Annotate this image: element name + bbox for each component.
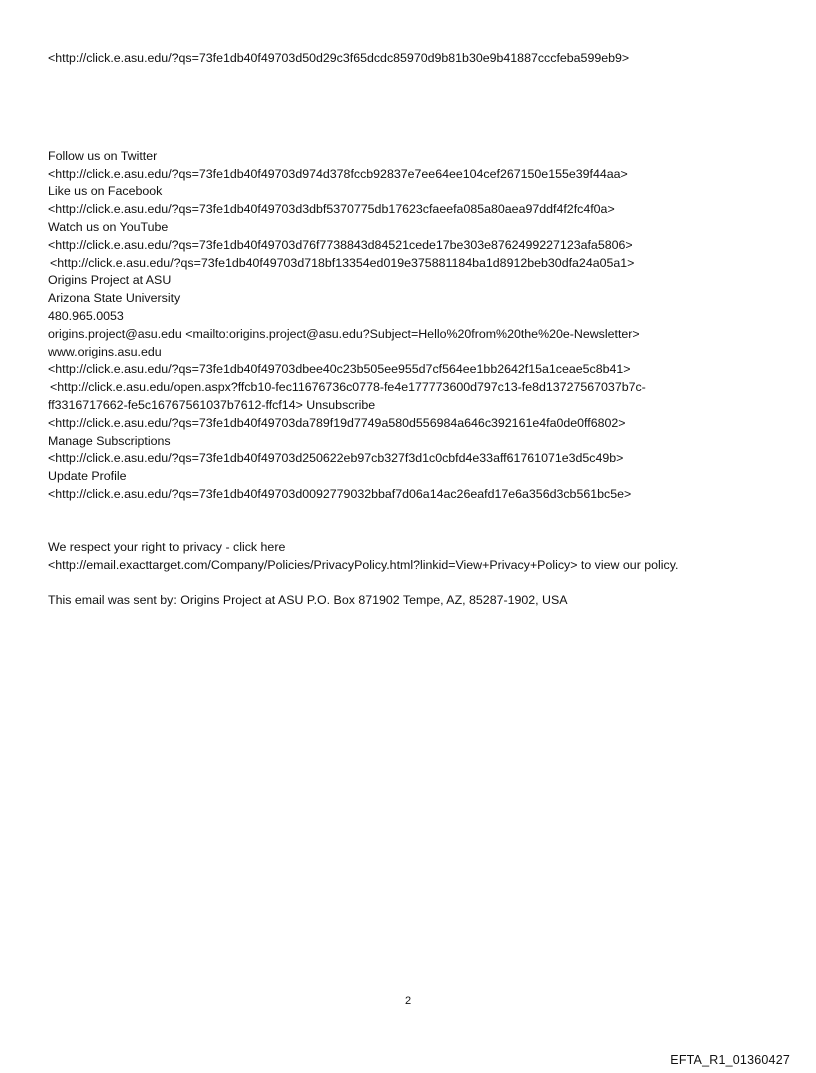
youtube-label[interactable]: Watch us on YouTube — [48, 219, 169, 234]
twitter-label[interactable]: Follow us on Twitter — [48, 148, 158, 163]
open-url-line-2[interactable]: ff3316717662-fe5c16767561037b7612-ffcf14> Unsubscribe — [48, 397, 376, 412]
top-url[interactable]: <http://click.e.asu.edu/?qs=73fe1db40f49703d50d29c3f65dcdc85970d9b81b30e9b41887cccfeba599eb9> — [48, 51, 630, 65]
website-label[interactable]: www.origins.asu.edu — [48, 344, 162, 359]
org-name: Origins Project at ASU — [48, 273, 172, 288]
spacer — [48, 504, 788, 539]
privacy-line-1[interactable]: We respect your right to privacy - click here — [48, 539, 286, 554]
document-body — [48, 50, 788, 610]
twitter-url[interactable]: <http://click.e.asu.edu/?qs=73fe1db40f49703d974d378fccb92837e7ee64ee104cef267150e155e39f44aa> — [48, 166, 628, 181]
facebook-label[interactable]: Like us on Facebook — [48, 184, 163, 199]
spacer — [48, 574, 788, 592]
email-link[interactable]: origins.project@asu.edu <mailto:origins.project@asu.edu?Subject=Hello%20from%20the%20e-Newsletter> — [48, 326, 640, 341]
sent-by-line: This email was sent by: Origins Project at ASU P.O. Box 871902 Tempe, AZ, 85287-1902, USA — [48, 593, 568, 608]
unsubscribe-url[interactable]: <http://click.e.asu.edu/?qs=73fe1db40f49703da789f19d7749a580d556984a646c392161e4fa0de0ff6802> — [48, 415, 626, 430]
youtube-url[interactable]: <http://click.e.asu.edu/?qs=73fe1db40f49703d76f7738843d84521cede17be303e8762499227123afa5806> — [48, 237, 633, 252]
update-profile-url[interactable]: <http://click.e.asu.edu/?qs=73fe1db40f49703d0092779032bbaf7d06a14ac26eafd17e6a356d3cb561bc5e> — [48, 486, 632, 501]
page-number: 2 — [404, 995, 412, 1007]
extra-url[interactable]: <http://click.e.asu.edu/?qs=73fe1db40f49703d718bf13354ed019e375881184ba1d8912beb30dfa24a05a1> — [50, 255, 635, 270]
open-url-line-1[interactable]: <http://click.e.asu.edu/open.aspx?ffcb10-fec11676736c0778-fe4e177773600d797c13-fe8d13727567037b7c- — [50, 380, 646, 395]
footer-document-id: EFTA_R1_01360427 — [670, 1053, 790, 1067]
university-name: Arizona State University — [48, 291, 181, 306]
privacy-line-2[interactable]: <http://email.exacttarget.com/Company/Policies/PrivacyPolicy.html?linkid=View+Privacy+Policy> to view our policy. — [48, 557, 679, 572]
website-url[interactable]: <http://click.e.asu.edu/?qs=73fe1db40f49703dbee40c23b505ee955d7cf564ee1bb2642f15a1ceae5c8b41> — [48, 362, 631, 377]
facebook-url[interactable]: <http://click.e.asu.edu/?qs=73fe1db40f49703d3dbf5370775db17623cfaeefa085a80aea97ddf4f2fc4f0a> — [48, 202, 615, 217]
manage-subscriptions-label[interactable]: Manage Subscriptions — [48, 433, 171, 448]
update-profile-label[interactable]: Update Profile — [48, 469, 127, 484]
phone-number: 480.965.0053 — [48, 308, 124, 323]
manage-subscriptions-url[interactable]: <http://click.e.asu.edu/?qs=73fe1db40f49703d250622eb97cb327f3d1c0cbfd4e33aff61761071e3d5c49b> — [48, 451, 624, 466]
